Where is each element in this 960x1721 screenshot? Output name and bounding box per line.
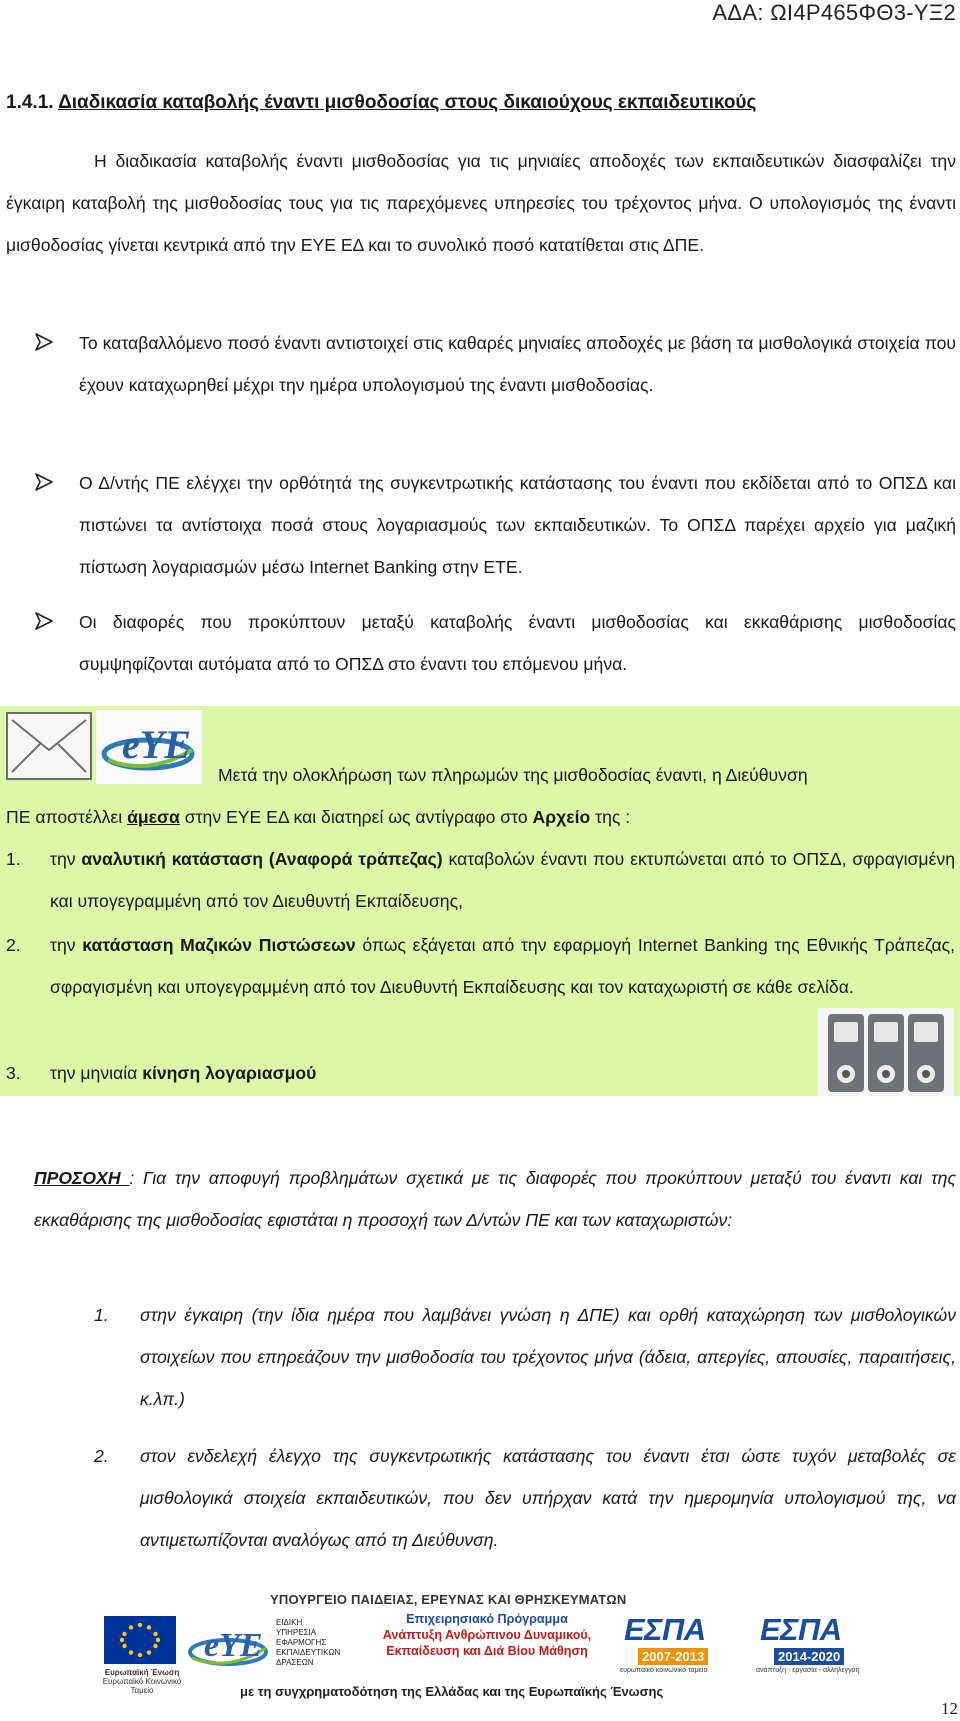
attention-item: 2. στον ενδελεχή έλεγχο της συγκεντρωτικής κατάστασης του έναντι έτσι ώστε τυχόν μεταβολές σε μισθολογικά στοιχεία εκπαιδευτικών, που δεν υπήρχαν κατά την ημερομηνία υπολογισμού της, να αντιμετωπίζονται αναλόγως από τη Διεύθυνση.	[94, 1446, 956, 1550]
attention-label: ΠΡΟΣΟΧΗ	[34, 1168, 130, 1188]
intro-paragraph: Η διαδικασία καταβολής έναντι μισθοδοσίας για τις μηνιαίες αποδοχές των εκπαιδευτικών διασφαλίζει την έγκαιρη καταβολή της μισθοδοσίας τους για τις παρεχόμενες υπηρεσίες του τρέχοντος μήνα. Ο υπολογισμός της έναντι μισθοδοσίας γίνεται κεντρικά από την ΕΥΕ ΕΔ και το συνολικό ποσό κατατίθεται στις ΔΠΕ.	[6, 151, 956, 255]
list-number: 3.	[6, 1063, 21, 1083]
box-intro-line2: ΠΕ αποστέλλει άμεσα στην ΕΥΕ ΕΔ και διατηρεί ως αντίγραφο στο Αρχείο της :	[6, 807, 631, 827]
list-number: 2.	[6, 935, 21, 955]
archive-folders-icon	[818, 1008, 954, 1096]
eu-flag-icon	[104, 1616, 176, 1664]
eye-logo	[96, 710, 202, 784]
cofinance-line: με τη συγχρηματοδότηση της Ελλάδας και της Ευρωπαϊκής Ένωσης	[240, 1684, 664, 1699]
section-title: Διαδικασία καταβολής έναντι μισθοδοσίας στους δικαιούχους εκπαιδευτικούς	[58, 92, 757, 113]
attention-item: 1. στην έγκαιρη (την ίδια ημέρα που λαμβάνει γνώση η ΔΠΕ) και ορθή καταχώρηση των μισθολογικών στοιχείων που επηρεάζουν την μισθοδοσία του τρέχοντος μήνα (άδεια, απεργίες, απουσίες, παραιτήσεις, κ.λπ.)	[94, 1305, 956, 1409]
bullet-item	[6, 322, 956, 406]
bullet-text: Ο Δ/ντής ΠΕ ελέγχει την ορθότητά της συγκεντρωτικής κατάστασης του έναντι που εκδίδεται από το ΟΠΣΔ και πιστώνει τα αντίστοιχα ποσά στους λογαριασμούς των εκπαιδευτικών. Το ΟΠΣΔ παρέχει αρχείο για μαζική πίστωση λογαριασμών μέσω Internet Banking στην ΕΤΕ.	[79, 473, 956, 577]
page-number: 12	[941, 1699, 958, 1718]
espa-2014-logo: ΕΣΠΑ 2014-2020 ανάπτυξη - εργασία - αλληλεγγύη	[756, 1612, 860, 1674]
ada-code: ΑΔΑ: ΩΙ4Ρ465ΦΘ3-ΥΞ2	[712, 0, 956, 25]
section-number: 1.4.1.	[6, 92, 54, 113]
list-item: την μηνιαία κίνηση λογαριασμού	[50, 1063, 317, 1083]
list-item: την κατάσταση Μαζικών Πιστώσεων όπως εξάγεται από την εφαρμογή Internet Banking της Εθνικής Τράπεζας, σφραγισμένη και υπογεγραμμένη από τον Διευθυντή Εκπαίδευσης και τον καταχωριστή σε κάθε σελίδα.	[50, 935, 956, 997]
program-title: Επιχειρησιακό Πρόγραμμα Ανάπτυξη Ανθρώπινου Δυναμικού, Εκπαίδευση και Διά Βίου Μάθηση	[382, 1612, 592, 1658]
eye-logo	[184, 1612, 272, 1678]
arrow-bullet-icon	[34, 324, 54, 360]
eye-description: ΕΙΔΙΚΗ ΥΠΗΡΕΣΙΑ ΕΦΑΡΜΟΓΗΣ ΕΚΠΑΙΔΕΥΤΙΚΩΝ ΔΡΑΣΕΩΝ	[276, 1618, 341, 1667]
list-number: 1.	[6, 849, 21, 869]
bullet-text: Το καταβαλλόμενο ποσό έναντι αντιστοιχεί στις καθαρές μηνιαίες αποδοχές με βάση τα μισθολογικά στοιχεία που έχουν καταχωρηθεί μέχρι την ημέρα υπολογισμού της έναντι μισθοδοσίας.	[79, 333, 956, 395]
highlight-box	[0, 706, 960, 1096]
svg-text:eYE: eYE	[204, 1627, 263, 1664]
box-intro-line: Μετά την ολοκλήρωση των πληρωμών της μισθοδοσίας έναντι, η Διεύθυνση	[218, 765, 808, 785]
section-heading	[6, 92, 756, 114]
espa-2007-logo: ΕΣΠΑ 2007-2013 ευρωπαϊκό κοινωνικό ταμείο	[620, 1612, 708, 1674]
envelope-icon	[6, 712, 92, 780]
eye-logo-text: eYE	[122, 722, 191, 767]
footer-logos	[0, 1584, 960, 1721]
bullet-item	[6, 601, 956, 685]
ministry-name: ΥΠΟΥΡΓΕΙΟ ΠΑΙΔΕΙΑΣ, ΕΡΕΥΝΑΣ ΚΑΙ ΘΡΗΣΚΕΥΜΑΤΩΝ	[270, 1592, 627, 1607]
arrow-bullet-icon	[34, 603, 54, 639]
arrow-bullet-icon	[34, 464, 54, 500]
list-item: την αναλυτική κατάσταση (Αναφορά τράπεζας) καταβολών έναντι που εκτυπώνεται από το ΟΠΣΔ, σφραγισμένη και υπογεγραμμένη από τον Διευθυντή Εκπαίδευσης,	[50, 849, 955, 911]
attention-paragraph: ΠΡΟΣΟΧΗ : Για την αποφυγή προβλημάτων σχετικά με τις διαφορές που προκύπτουν μεταξύ του έναντι και της εκκαθάρισης της μισθοδοσίας εφιστάται η προσοχή των Δ/ντών ΠΕ και των καταχωριστών:	[34, 1168, 956, 1230]
eu-label: Ευρωπαϊκή Ένωση Ευρωπαϊκό Κοινωνικό Ταμείο	[102, 1668, 182, 1695]
bullet-text: Οι διαφορές που προκύπτουν μεταξύ καταβολής έναντι μισθοδοσίας και εκκαθάρισης μισθοδοσίας συμψηφίζονται αυτόματα από το ΟΠΣΔ στο έναντι του επόμενου μήνα.	[79, 612, 956, 674]
bullet-item	[6, 462, 956, 588]
